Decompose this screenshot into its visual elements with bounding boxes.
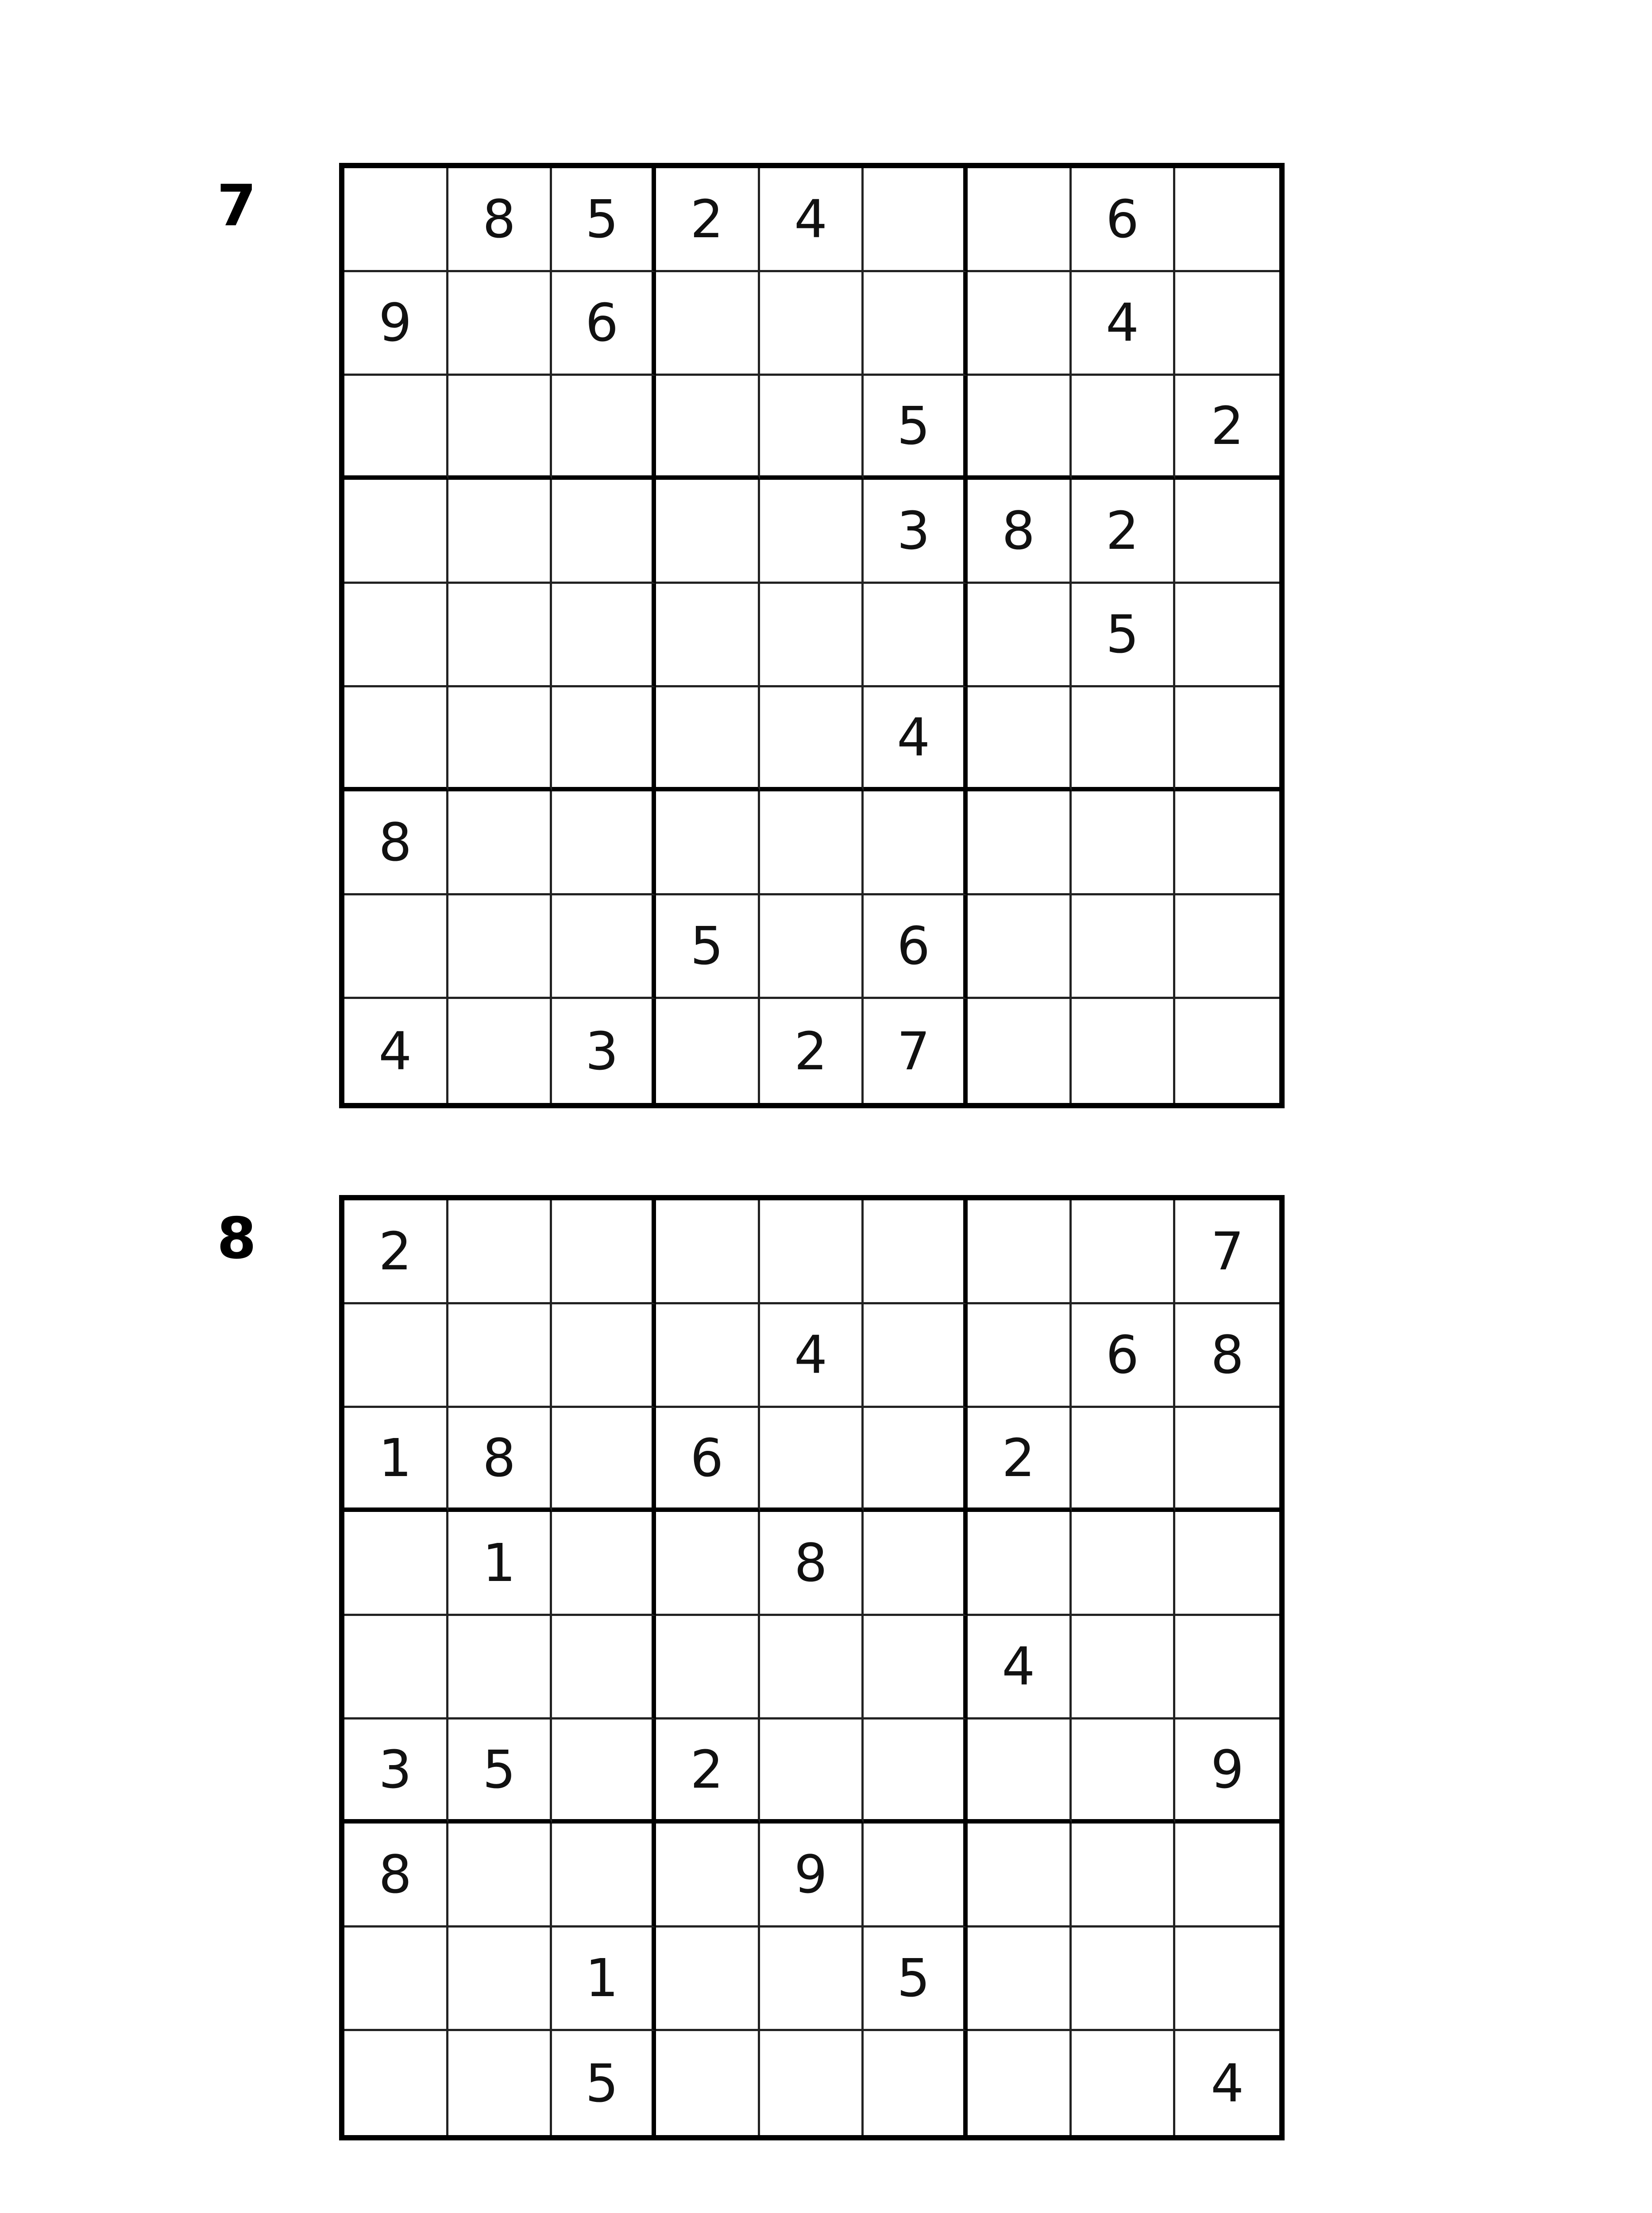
sudoku-cell[interactable]: 8 bbox=[1175, 1304, 1279, 1408]
sudoku-cell[interactable] bbox=[968, 1512, 1072, 1616]
sudoku-cell[interactable] bbox=[968, 376, 1072, 480]
sudoku-cell[interactable] bbox=[552, 687, 656, 791]
sudoku-cell[interactable] bbox=[1072, 1616, 1176, 1720]
sudoku-cell[interactable]: 1 bbox=[344, 1408, 448, 1512]
sudoku-cell[interactable] bbox=[656, 376, 760, 480]
sudoku-cell[interactable] bbox=[1072, 791, 1176, 895]
sudoku-cell[interactable] bbox=[760, 1720, 864, 1824]
sudoku-cell[interactable] bbox=[1175, 272, 1279, 376]
sudoku-cell[interactable] bbox=[864, 1720, 968, 1824]
sudoku-cell[interactable] bbox=[344, 1616, 448, 1720]
sudoku-cell[interactable]: 2 bbox=[1072, 480, 1176, 584]
sudoku-cell[interactable] bbox=[1175, 168, 1279, 272]
sudoku-cell[interactable] bbox=[448, 1200, 552, 1304]
sudoku-cell[interactable] bbox=[1175, 480, 1279, 584]
sudoku-cell[interactable] bbox=[1072, 2031, 1176, 2135]
sudoku-cell[interactable] bbox=[1072, 1928, 1176, 2032]
sudoku-cell[interactable] bbox=[656, 1616, 760, 1720]
puzzle-number: 7 bbox=[217, 173, 257, 239]
sudoku-cell[interactable] bbox=[448, 1304, 552, 1408]
sudoku-cell[interactable]: 4 bbox=[864, 687, 968, 791]
sudoku-cell[interactable] bbox=[760, 480, 864, 584]
sudoku-cell[interactable] bbox=[552, 895, 656, 999]
sudoku-cell[interactable] bbox=[864, 1200, 968, 1304]
sudoku-cell[interactable] bbox=[552, 376, 656, 480]
sudoku-cell[interactable] bbox=[656, 1512, 760, 1616]
sudoku-cell[interactable]: 5 bbox=[864, 1928, 968, 2032]
sudoku-cell[interactable] bbox=[1175, 1512, 1279, 1616]
sudoku-cell[interactable] bbox=[448, 376, 552, 480]
sudoku-cell[interactable] bbox=[864, 1616, 968, 1720]
sudoku-cell[interactable] bbox=[1072, 1200, 1176, 1304]
sudoku-cell[interactable] bbox=[760, 1928, 864, 2032]
sudoku-cell[interactable] bbox=[344, 1304, 448, 1408]
sudoku-cell[interactable] bbox=[552, 1720, 656, 1824]
sudoku-cell[interactable] bbox=[1072, 1720, 1176, 1824]
sudoku-cell[interactable] bbox=[1072, 895, 1176, 999]
sudoku-grid bbox=[339, 1195, 1285, 2140]
sudoku-cell[interactable]: 5 bbox=[552, 168, 656, 272]
sudoku-cell[interactable] bbox=[968, 168, 1072, 272]
sudoku-cell[interactable]: 6 bbox=[656, 1408, 760, 1512]
sudoku-cell[interactable]: 8 bbox=[344, 791, 448, 895]
sudoku-cell[interactable] bbox=[760, 1616, 864, 1720]
sudoku-cell[interactable]: 6 bbox=[1072, 1304, 1176, 1408]
sudoku-cell[interactable] bbox=[656, 272, 760, 376]
sudoku-cell[interactable] bbox=[968, 687, 1072, 791]
sudoku-cell[interactable]: 2 bbox=[968, 1408, 1072, 1512]
sudoku-cell[interactable]: 9 bbox=[344, 272, 448, 376]
sudoku-cell[interactable] bbox=[344, 1928, 448, 2032]
sudoku-cell[interactable] bbox=[552, 1200, 656, 1304]
sudoku-cell[interactable] bbox=[864, 1824, 968, 1928]
sudoku-cell[interactable] bbox=[760, 687, 864, 791]
sudoku-cell[interactable] bbox=[552, 584, 656, 688]
sudoku-cell[interactable]: 8 bbox=[448, 168, 552, 272]
sudoku-cell[interactable]: 4 bbox=[344, 999, 448, 1103]
sudoku-cell[interactable]: 5 bbox=[864, 376, 968, 480]
sudoku-cell[interactable]: 6 bbox=[552, 272, 656, 376]
sudoku-cell[interactable] bbox=[968, 791, 1072, 895]
sudoku-cell[interactable] bbox=[656, 1304, 760, 1408]
sudoku-cell[interactable] bbox=[552, 1408, 656, 1512]
puzzle-number: 8 bbox=[217, 1206, 257, 1272]
sudoku-cell[interactable] bbox=[448, 2031, 552, 2135]
sudoku-cell[interactable] bbox=[448, 272, 552, 376]
sudoku-cell[interactable] bbox=[968, 1928, 1072, 2032]
sudoku-cell[interactable] bbox=[656, 1824, 760, 1928]
sudoku-cell[interactable]: 9 bbox=[760, 1824, 864, 1928]
sudoku-cell[interactable]: 4 bbox=[968, 1616, 1072, 1720]
sudoku-cell[interactable]: 2 bbox=[656, 1720, 760, 1824]
sudoku-cell[interactable] bbox=[656, 584, 760, 688]
sudoku-cell[interactable] bbox=[760, 791, 864, 895]
sudoku-cell[interactable] bbox=[864, 272, 968, 376]
sudoku-cell[interactable]: 2 bbox=[656, 168, 760, 272]
sudoku-cell[interactable] bbox=[656, 2031, 760, 2135]
sudoku-cell[interactable] bbox=[864, 1408, 968, 1512]
sudoku-cell[interactable] bbox=[968, 272, 1072, 376]
sudoku-cell[interactable] bbox=[1175, 1616, 1279, 1720]
sudoku-cell[interactable]: 8 bbox=[760, 1512, 864, 1616]
sudoku-cell[interactable] bbox=[656, 1200, 760, 1304]
sudoku-cell[interactable]: 1 bbox=[448, 1512, 552, 1616]
sudoku-cell[interactable] bbox=[1175, 895, 1279, 999]
sudoku-cell[interactable]: 6 bbox=[864, 895, 968, 999]
sudoku-cell[interactable]: 5 bbox=[448, 1720, 552, 1824]
sudoku-cell[interactable] bbox=[448, 895, 552, 999]
sudoku-cell[interactable]: 3 bbox=[552, 999, 656, 1103]
sudoku-cell[interactable]: 2 bbox=[760, 999, 864, 1103]
sudoku-cell[interactable]: 9 bbox=[1175, 1720, 1279, 1824]
sudoku-cell[interactable]: 5 bbox=[552, 2031, 656, 2135]
sudoku-cell[interactable] bbox=[760, 376, 864, 480]
sudoku-cell[interactable] bbox=[1072, 1824, 1176, 1928]
sudoku-grid bbox=[339, 163, 1285, 1108]
sudoku-cell[interactable] bbox=[968, 584, 1072, 688]
sudoku-cell[interactable] bbox=[968, 1304, 1072, 1408]
sudoku-cell[interactable]: 2 bbox=[344, 1200, 448, 1304]
sudoku-cell[interactable]: 5 bbox=[1072, 584, 1176, 688]
sudoku-cell[interactable] bbox=[968, 999, 1072, 1103]
sudoku-cell[interactable] bbox=[448, 1928, 552, 2032]
sudoku-cell[interactable] bbox=[864, 1512, 968, 1616]
sudoku-cell[interactable] bbox=[448, 584, 552, 688]
sudoku-cell[interactable] bbox=[1072, 687, 1176, 791]
sudoku-cell[interactable] bbox=[552, 1824, 656, 1928]
sudoku-cell[interactable] bbox=[760, 272, 864, 376]
sudoku-cell[interactable] bbox=[344, 1512, 448, 1616]
sudoku-cell[interactable] bbox=[864, 2031, 968, 2135]
sudoku-cell[interactable]: 8 bbox=[968, 480, 1072, 584]
sudoku-cell[interactable] bbox=[1175, 999, 1279, 1103]
sudoku-cell[interactable] bbox=[1175, 791, 1279, 895]
sudoku-cell[interactable] bbox=[656, 791, 760, 895]
sudoku-cell[interactable] bbox=[968, 1824, 1072, 1928]
sudoku-cell[interactable] bbox=[448, 999, 552, 1103]
sudoku-cell[interactable] bbox=[1175, 1824, 1279, 1928]
sudoku-cell[interactable] bbox=[760, 584, 864, 688]
sudoku-cell[interactable]: 2 bbox=[1175, 376, 1279, 480]
sudoku-cell[interactable] bbox=[968, 1720, 1072, 1824]
sudoku-cell[interactable] bbox=[760, 1200, 864, 1304]
sudoku-cell[interactable]: 1 bbox=[552, 1928, 656, 2032]
sudoku-cell[interactable]: 5 bbox=[656, 895, 760, 999]
sudoku-cell[interactable]: 4 bbox=[760, 168, 864, 272]
sudoku-cell[interactable] bbox=[864, 584, 968, 688]
sudoku-cell[interactable] bbox=[968, 1200, 1072, 1304]
sudoku-cell[interactable] bbox=[760, 895, 864, 999]
sudoku-cell[interactable] bbox=[552, 1304, 656, 1408]
sudoku-cell[interactable]: 8 bbox=[344, 1824, 448, 1928]
sudoku-cell[interactable] bbox=[968, 895, 1072, 999]
sudoku-cell[interactable]: 4 bbox=[760, 1304, 864, 1408]
sudoku-cell[interactable]: 3 bbox=[864, 480, 968, 584]
sudoku-cell[interactable]: 6 bbox=[1072, 168, 1176, 272]
sudoku-cell[interactable] bbox=[448, 687, 552, 791]
sudoku-cell[interactable] bbox=[1072, 1408, 1176, 1512]
sudoku-cell[interactable] bbox=[864, 1304, 968, 1408]
sudoku-cell[interactable] bbox=[344, 376, 448, 480]
sudoku-cell[interactable] bbox=[656, 1928, 760, 2032]
sudoku-cell[interactable]: 7 bbox=[864, 999, 968, 1103]
sudoku-cell[interactable] bbox=[864, 168, 968, 272]
sudoku-cell[interactable] bbox=[344, 584, 448, 688]
sudoku-cell[interactable] bbox=[448, 480, 552, 584]
sudoku-cell[interactable] bbox=[448, 791, 552, 895]
sudoku-cell[interactable] bbox=[656, 687, 760, 791]
sudoku-cell[interactable]: 4 bbox=[1072, 272, 1176, 376]
sudoku-cell[interactable] bbox=[448, 1824, 552, 1928]
sudoku-cell[interactable] bbox=[344, 687, 448, 791]
sudoku-cell[interactable] bbox=[1175, 584, 1279, 688]
sudoku-cell[interactable] bbox=[344, 2031, 448, 2135]
sudoku-cell[interactable] bbox=[552, 1616, 656, 1720]
sudoku-cell[interactable] bbox=[968, 2031, 1072, 2135]
sudoku-cell[interactable] bbox=[1175, 687, 1279, 791]
sudoku-cell[interactable] bbox=[448, 1616, 552, 1720]
sudoku-cell[interactable] bbox=[344, 480, 448, 584]
sudoku-cell[interactable] bbox=[344, 168, 448, 272]
sudoku-cell[interactable] bbox=[344, 895, 448, 999]
sudoku-cell[interactable] bbox=[864, 791, 968, 895]
sudoku-cell[interactable] bbox=[552, 791, 656, 895]
sudoku-cell[interactable] bbox=[1175, 1408, 1279, 1512]
sudoku-cell[interactable] bbox=[760, 2031, 864, 2135]
sudoku-cell[interactable]: 7 bbox=[1175, 1200, 1279, 1304]
sudoku-cell[interactable] bbox=[656, 999, 760, 1103]
sudoku-cell[interactable] bbox=[1072, 376, 1176, 480]
sudoku-cell[interactable] bbox=[1072, 1512, 1176, 1616]
sudoku-cell[interactable]: 8 bbox=[448, 1408, 552, 1512]
sudoku-cell[interactable] bbox=[552, 480, 656, 584]
sudoku-cell[interactable] bbox=[1072, 999, 1176, 1103]
sudoku-cell[interactable] bbox=[656, 480, 760, 584]
sudoku-cell[interactable] bbox=[552, 1512, 656, 1616]
sudoku-cell[interactable]: 4 bbox=[1175, 2031, 1279, 2135]
sudoku-cell[interactable] bbox=[760, 1408, 864, 1512]
sudoku-cell[interactable]: 3 bbox=[344, 1720, 448, 1824]
sudoku-cell[interactable] bbox=[1175, 1928, 1279, 2032]
